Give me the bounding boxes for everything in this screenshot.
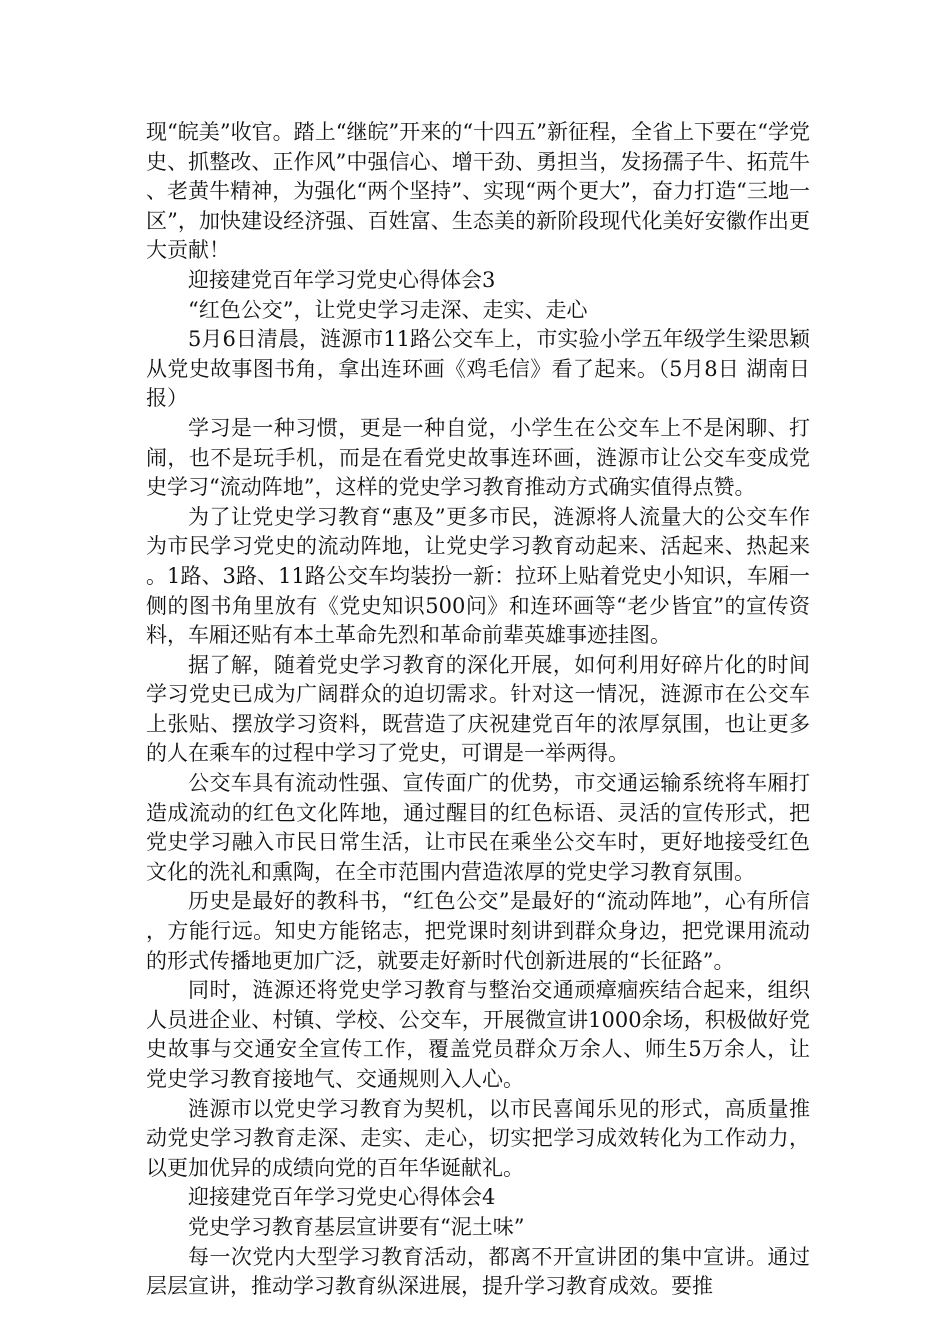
section-subheading: “红色公交”，让党史学习走深、走实、走心 — [188, 297, 588, 322]
body-paragraph: 学习是一种习惯，更是一种自觉，小学生在公交车上不是闲聊、打闹，也不是玩手机，而是在看党史故事连环画，涟源市让公交车变成党史学习“流动阵地”，这样的党史学习教育推动方式确实值得点赞。 — [146, 415, 810, 500]
body-paragraph: 公交车具有流动性强、宣传面广的优势，市交通运输系统将车厢打造成流动的红色文化阵地，通过醒目的红色标语、灵活的宣传形式，把党史学习融入市民日常生活，让市民在乘坐公交车时，更好地接受红色文化的洗礼和熏陶，在全市范围内营造浓厚的党史学习教育氛围。 — [146, 771, 810, 884]
body-paragraph: 历史是最好的教科书，“红色公交”是最好的“流动阵地”，心有所信，方能行远。知史方能铭志，把党课时刻讲到群众身边，把党课用流动的形式传播地更加广泛，就要走好新时代创新进展的“长征路”。 — [146, 889, 810, 973]
body-paragraph: 每一次党内大型学习教育活动，都离不开宣讲团的集中宣讲。通过层层宣讲，推动学习教育纵深进展，提升学习教育成效。要推 — [146, 1244, 810, 1299]
body-paragraph: 为了让党史学习教育“惠及”更多市民，涟源将人流量大的公交车作为市民学习党史的流动阵地，让党史学习教育动起来、活起来、热起来。1路、3路、11路公交车均装扮一新：拉环上贴着党史小知识，车厢一侧的图书角里放有《党史知识500问》和连环画等“老少皆宜”的宣传资料，车厢还贴有本土革命先烈和革命前辈英雄事迹挂图。 — [146, 504, 810, 648]
body-paragraph: 据了解，随着党史学习教育的深化开展，如何利用好碎片化的时间学习党史已成为广阔群众的迫切需求。针对这一情况，涟源市在公交车上张贴、摆放学习资料，既营造了庆祝建党百年的浓厚氛围，也让更多的人在乘车的过程中学习了党史，可谓是一举两得。 — [146, 652, 810, 766]
body-paragraph: 现“皖美”收官。踏上“继皖”开来的“十四五”新征程，全省上下要在“学党史、抓整改、正作风”中强信心、增干劲、勇担当，发扬孺子牛、拓荒牛、老黄牛精神，为强化“两个坚持”、实现“两个更大”，奋力打造“三地一区”，加快建设经济强、百姓富、生态美的新阶段现代化美好安徽作出更大贡献！ — [146, 120, 810, 263]
body-paragraph: 涟源市以党史学习教育为契机，以市民喜闻乐见的形式，高质量推动党史学习教育走深、走实、走心，切实把学习成效转化为工作动力，以更加优异的成绩向党的百年华诞献礼。 — [146, 1096, 810, 1180]
body-paragraph: 5月6日清晨，涟源市11路公交车上，市实验小学五年级学生梁思颖从党史故事图书角，拿出连环画《鸡毛信》看了起来。（5月8日 湖南日报） — [146, 327, 810, 411]
section-heading: 迎接建党百年学习党史心得体会4 — [188, 1185, 496, 1210]
body-paragraph: 同时，涟源还将党史学习教育与整治交通顽瘴痼疾结合起来，组织人员进企业、村镇、学校、公交车，开展微宣讲1000余场，积极做好党史故事与交通安全宣传工作，覆盖党员群众万余人、师生5万余人，让党史学习教育接地气、交通规则入人心。 — [146, 978, 810, 1091]
section-heading: 迎接建党百年学习党史心得体会3 — [188, 267, 496, 292]
document-page — [146, 118, 810, 1302]
section-subheading: 党史学习教育基层宣讲要有“泥土味” — [188, 1214, 525, 1239]
